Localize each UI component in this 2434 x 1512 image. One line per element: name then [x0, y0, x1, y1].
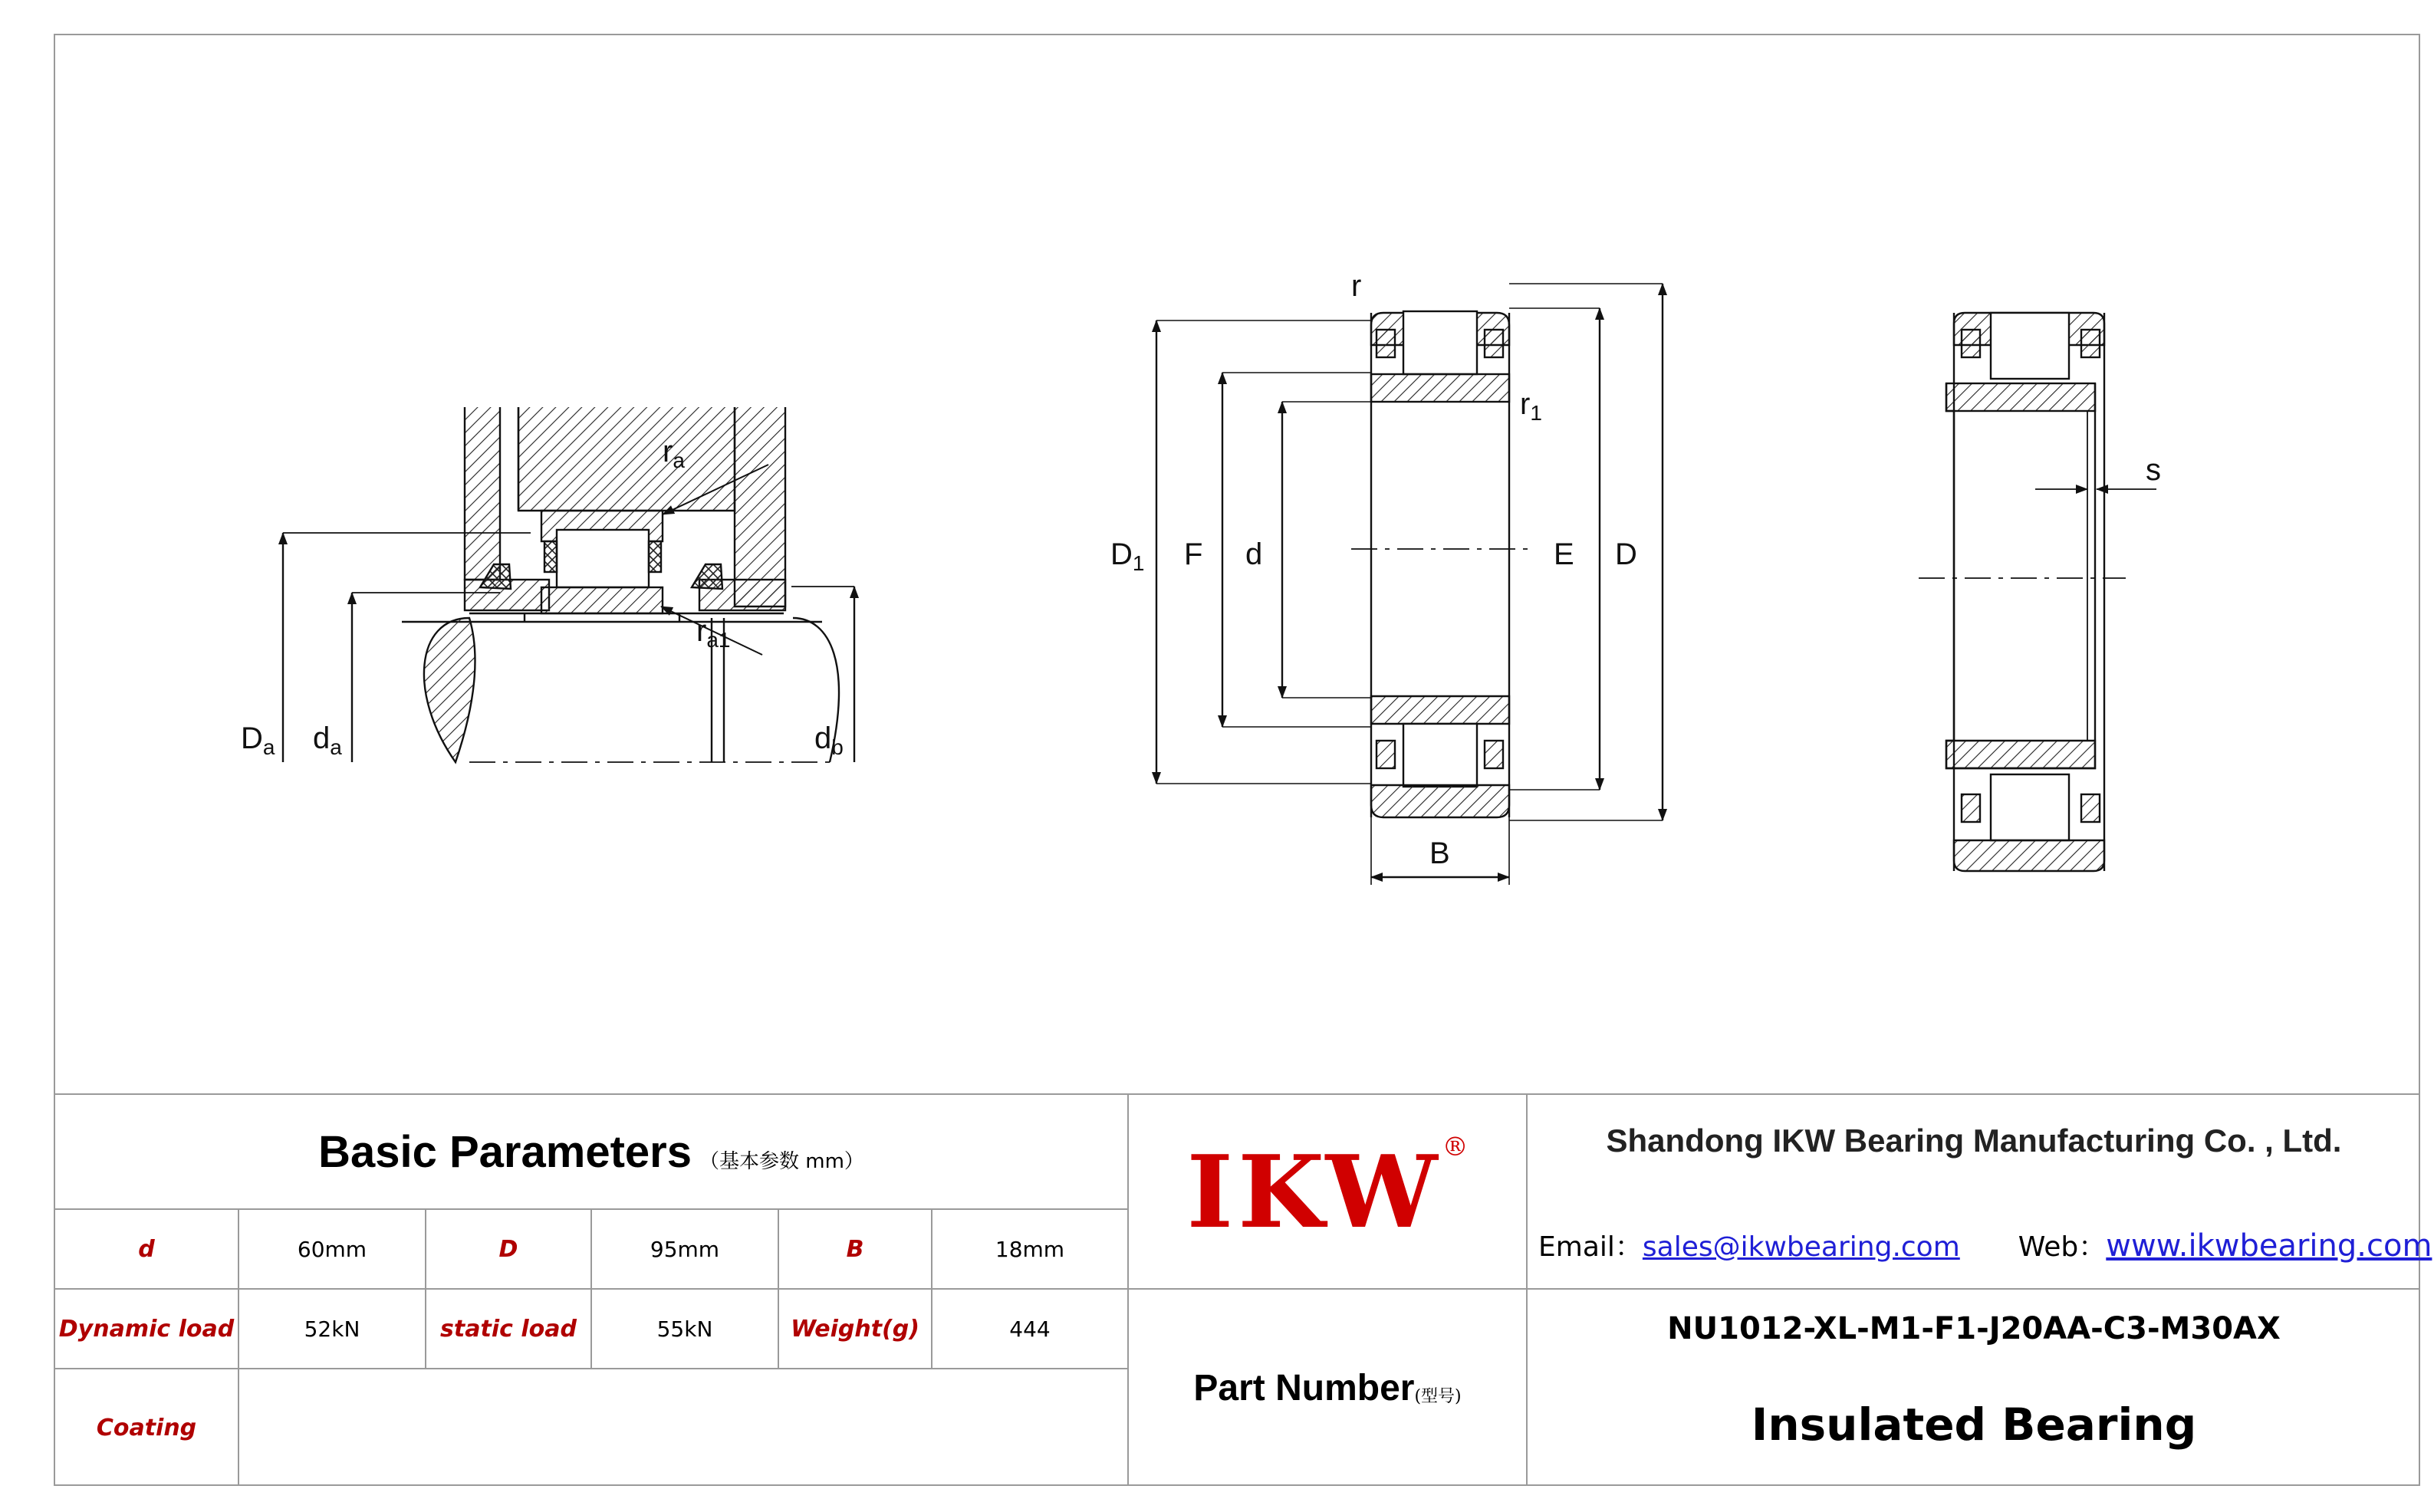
technical-drawing: [55, 35, 2420, 1093]
mounting-view: [283, 407, 854, 762]
label-ra: $r_a$: [663, 435, 685, 472]
company-contact-line: [1538, 1225, 2432, 1264]
email-link[interactable]: sales@ikwbearing.com: [1642, 1231, 1960, 1263]
part-number-label-note: (型号): [1414, 1386, 1462, 1406]
param-label-dynamic-load: Dynamic load: [55, 1290, 239, 1369]
part-number-label-cell: [1129, 1290, 1528, 1486]
label-Da: $D_a$: [241, 721, 275, 759]
brand-logo: IKW: [1186, 1132, 1442, 1251]
param-label-weight: Weight(g): [779, 1290, 932, 1369]
label-ra1: $r_{a1}$: [696, 614, 731, 652]
label-D1: $D_1$: [1110, 537, 1145, 575]
label-B: B: [1429, 837, 1450, 870]
label-s: s: [2146, 453, 2161, 487]
label-db: $d_b$: [814, 721, 844, 759]
insulated-view: [1919, 313, 2156, 871]
label-r1: $r_1$: [1520, 387, 1542, 425]
param-label-B: B: [779, 1210, 932, 1290]
label-D: D: [1615, 537, 1637, 571]
param-value-weight: 444: [932, 1290, 1129, 1369]
param-label-static-load: static load: [426, 1290, 592, 1369]
registered-mark: ®: [1442, 1132, 1469, 1162]
label-d: d: [1245, 537, 1263, 571]
basic-parameters-header: [55, 1095, 1129, 1210]
param-label-D: D: [426, 1210, 592, 1290]
part-number-value: NU1012-XL-M1-F1-J20AA-C3-M30AX: [1667, 1311, 2281, 1346]
product-type: Insulated Bearing: [1751, 1399, 2197, 1451]
bearing-section-labels: [1110, 269, 1637, 870]
part-number-value-cell: [1528, 1290, 2420, 1486]
brand-logo-cell: [1129, 1095, 1528, 1290]
param-value-d: 60mm: [239, 1210, 426, 1290]
website-link[interactable]: www.ikwbearing.com: [2106, 1228, 2432, 1264]
company-info-cell: [1528, 1095, 2432, 1290]
company-name: Shandong IKW Bearing Manufacturing Co. , Ltd.: [1606, 1122, 2342, 1159]
param-value-D: 95mm: [592, 1210, 779, 1290]
label-E: E: [1554, 537, 1574, 571]
param-label-d: d: [55, 1210, 239, 1290]
param-label-coating: Coating: [55, 1369, 239, 1486]
param-value-coating: [239, 1369, 1129, 1486]
bearing-section: [1156, 284, 1663, 885]
label-F: F: [1184, 537, 1203, 571]
param-value-static-load: 55kN: [592, 1290, 779, 1369]
basic-parameters-title: Basic Parameters: [318, 1126, 692, 1177]
label-r: r: [1351, 269, 1362, 303]
param-value-B: 18mm: [932, 1210, 1129, 1290]
web-label: Web：: [2018, 1231, 2107, 1263]
email-label: Email：: [1538, 1231, 1643, 1263]
drawing-sheet: [54, 34, 2432, 1486]
label-da: $d_a$: [313, 721, 342, 759]
part-number-label: Part Number: [1193, 1367, 1415, 1408]
basic-parameters-unit-note: （基本参数 mm）: [699, 1149, 864, 1173]
param-value-dynamic-load: 52kN: [239, 1290, 426, 1369]
